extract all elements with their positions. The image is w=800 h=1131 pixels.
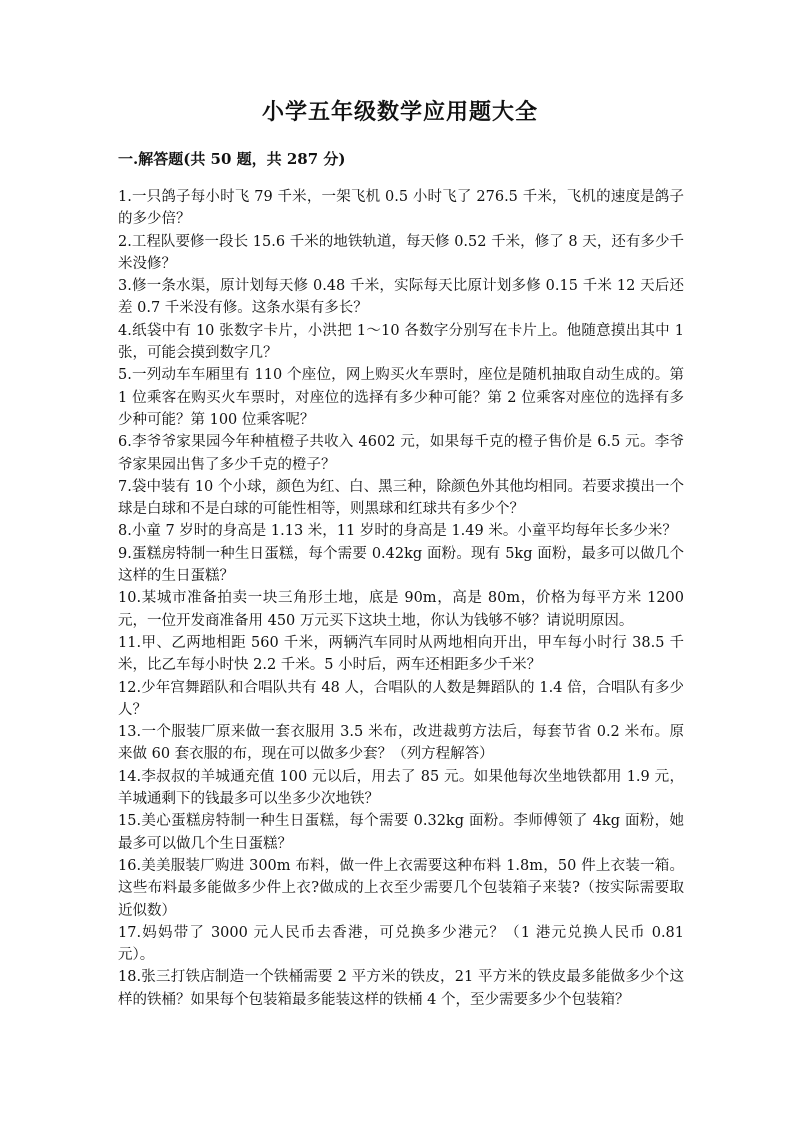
question-list (118, 186, 684, 1011)
question-item: 1.一只鸽子每小时飞 79 千米，一架飞机 0.5 小时飞了 276.5 千米，飞机的速度是鸽子的多少倍？ (118, 189, 684, 228)
section-heading: 一.解答题(共 50 题，共 287 分) (118, 150, 346, 168)
question-item: 6.李爷爷家果园今年种植橙子共收入 4602 元，如果每千克的橙子售价是 6.5 元。李爷爷家果园出售了多少千克的橙子？ (118, 434, 684, 473)
question-item: 8.小童 7 岁时的身高是 1.13 米，11 岁时的身高是 1.49 米。小童平均每年长多少米？ (118, 523, 677, 540)
question-item: 9.蛋糕房特制一种生日蛋糕，每个需要 0.42kg 面粉。现有 5kg 面粉，最多可以做几个这样的生日蛋糕？ (118, 545, 684, 585)
question-item: 18.张三打铁店制造一个铁桶需要 2 平方米的铁皮，21 平方米的铁皮最多能做多少个这样的铁桶？如果每个包装箱最多能装这样的铁桶 4 个，至少需要多少个包装箱？ (118, 969, 684, 1008)
question-item: 11.甲、乙两地相距 560 千米，两辆汽车同时从两地相向开出，甲车每小时行 38.5 千米，比乙车每小时快 2.2 千米。5 小时后，两车还相距多少千米？ (118, 634, 684, 674)
question-item: 2.工程队要修一段长 15.6 千米的地铁轨道，每天修 0.52 千米，修了 8 天，还有多少千米没修？ (118, 233, 684, 272)
question-item: 5.一列动车车厢里有 110 个座位，网上购买火车票时，座位是随机抽取自动生成的。第 1 位乘客在购买火车票时，对座位的选择有多少种可能？第 2 位乘客对座位的选择有多少种可能？第 100 位乘客呢？ (118, 367, 684, 428)
question-item: 7.袋中装有 10 个小球，颜色为红、白、黑三种，除颜色外其他均相同。若要求摸出一个球是白球和不是白球的可能性相等，则黑球和红球共有多少个？ (118, 478, 684, 518)
question-item: 4.纸袋中有 10 张数字卡片，小洪把 1～10 各数字分别写在卡片上。他随意摸出其中 1 张，可能会摸到数字几？ (118, 322, 684, 362)
question-item: 12.少年宫舞蹈队和合唱队共有 48 人，合唱队的人数是舞蹈队的 1.4 倍，合唱队有多少人？ (118, 679, 684, 718)
question-item: 14.李叔叔的羊城通充值 100 元以后，用去了 85 元。如果他每次坐地铁都用 1.9 元，羊城通剩下的钱最多可以坐多少次地铁？ (118, 768, 684, 808)
page-title: 小学五年级数学应用题大全 (261, 99, 538, 125)
question-item: 15.美心蛋糕房特制一种生日蛋糕，每个需要 0.32kg 面粉。李师傅领了 4kg 面粉，她最多可以做几个生日蛋糕？ (118, 813, 684, 852)
question-item: 13.一个服装厂原来做一套衣服用 3.5 米布，改进裁剪方法后，每套节省 0.2 米布。原来做 60 套衣服的布，现在可以做多少套？（列方程解答） (118, 724, 684, 763)
question-item: 3.修一条水渠，原计划每天修 0.48 千米，实际每天比原计划多修 0.15 千米 12 天后还差 0.7 千米没有修。这条水渠有多长？ (118, 278, 684, 317)
question-item: 17.妈妈带了 3000 元人民币去香港，可兑换多少港元？（1 港元兑换人民币 0.81 元）。 (118, 924, 684, 964)
question-item: 16.美美服装厂购进 300m 布料，做一件上衣需要这种布料 1.8m，50 件上衣装一箱。这些布料最多能做多少件上衣?做成的上衣至少需要几个包装箱子来装?（按实际需要取近似数） (118, 857, 684, 919)
question-item: 10.某城市准备拍卖一块三角形土地，底是 90m，高是 80m，价格为每平方米 1200 元，一位开发商准备用 450 万元买下这块土地，你认为钱够不够？请说明原因。 (118, 590, 684, 629)
